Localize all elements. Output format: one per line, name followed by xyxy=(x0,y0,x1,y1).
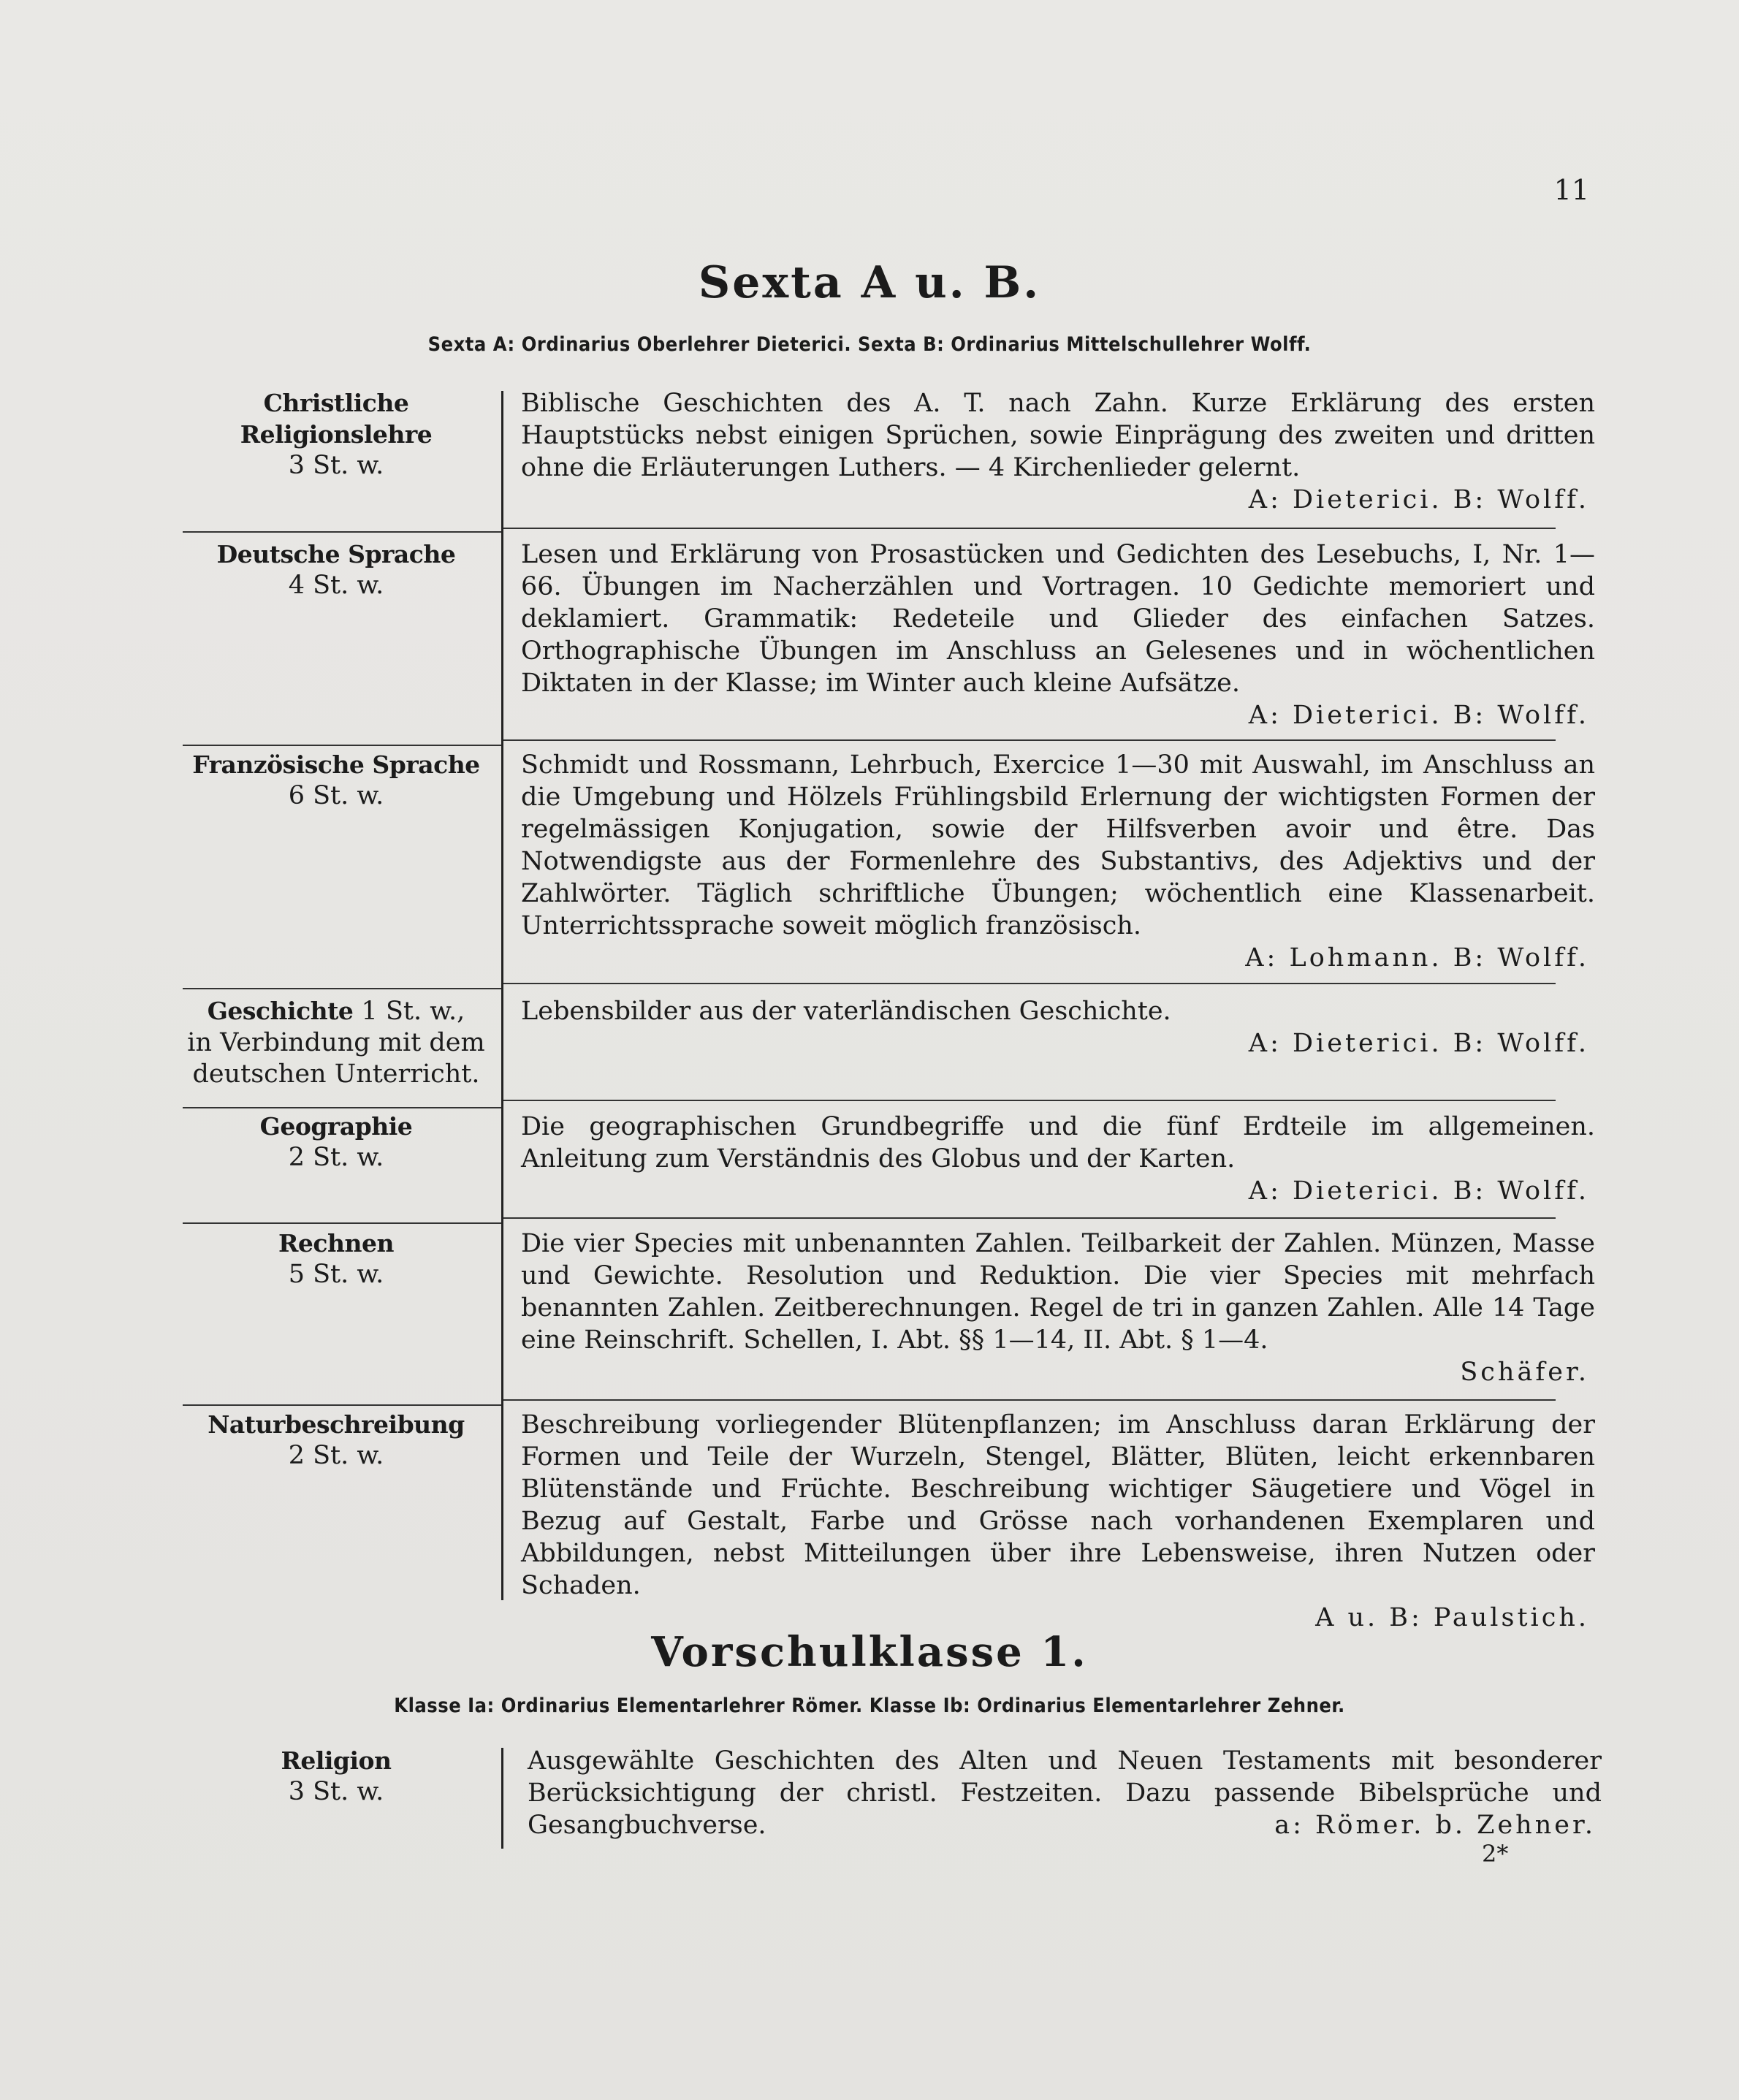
row-separator xyxy=(503,1100,1556,1101)
subject-teacher: A: Dieterici. B: Wolff. xyxy=(1248,485,1589,514)
subject-label xyxy=(175,995,497,1090)
subject-name: Rechnen xyxy=(278,1229,394,1258)
subject-text: Lebensbilder aus der vaterländischen Geschichte. xyxy=(521,997,1171,1026)
subject-content xyxy=(528,1745,1602,1841)
subject-name: Geographie xyxy=(259,1112,413,1141)
section-title: Vorschulklasse 1. xyxy=(651,1628,1088,1676)
subject-content xyxy=(521,387,1595,516)
row-separator xyxy=(183,531,501,533)
section-sexta xyxy=(0,257,1739,308)
subject-label xyxy=(175,1111,497,1173)
subject-content xyxy=(521,539,1595,731)
subject-hours: 2 St. w. xyxy=(288,1143,384,1172)
subject-teacher: Schäfer. xyxy=(1460,1358,1589,1387)
section-subtitle: Klasse Ia: Ordinarius Elementarlehrer Römer. Klasse Ib: Ordinarius Elementarlehrer Zehner. xyxy=(394,1694,1345,1717)
row-separator xyxy=(503,739,1556,741)
subject-hours: 2 St. w. xyxy=(288,1441,384,1470)
row-separator xyxy=(183,1107,501,1108)
subject-label xyxy=(175,1409,497,1472)
subject-text: Lesen und Erklärung von Prosastücken und Gedichten des Lesebuchs, I, Nr. 1—66. Übungen im Nacherzählen und Vortragen. 10 Gedichte memoriert und deklamiert. Grammatik: Redeteile und Glieder des einfachen Satzes. Orthographische Übungen im Anschluss an Gelesenes und in wöchentlichen Diktaten in der Klasse; im Winter auch kleine Aufsätze. xyxy=(521,540,1595,698)
table-divider xyxy=(501,1748,503,1849)
subject-label xyxy=(175,1228,497,1290)
row-separator xyxy=(183,745,501,746)
subject-name: Französische Sprache xyxy=(192,750,480,779)
section-title: Sexta A u. B. xyxy=(698,257,1041,308)
subject-hours: 3 St. w. xyxy=(288,1777,384,1806)
row-separator xyxy=(183,1222,501,1224)
section-sexta-subtitle-wrap xyxy=(0,333,1739,356)
section-subtitle: Sexta A: Ordinarius Oberlehrer Dieterici. Sexta B: Ordinarius Mittelschullehrer Wolff. xyxy=(427,333,1312,356)
subject-text: Die vier Species mit unbenannten Zahlen. Teilbarkeit der Zahlen. Münzen, Masse und Gewichte. Resolution und Reduktion. Die vier Species mit mehrfach benannten Zahlen. Zeitberechnungen. Regel de tri in ganzen Zahlen. Alle 14 Tage eine Reinschrift. Schellen, I. Abt. §§ 1—14, II. Abt. § 1—4. xyxy=(521,1229,1595,1355)
subject-content xyxy=(521,1409,1595,1634)
subject-name: Religion xyxy=(281,1746,392,1775)
subject-label xyxy=(175,749,497,812)
subject-hours: 3 St. w. xyxy=(288,451,384,480)
folio-signature: 2* xyxy=(1482,1840,1509,1868)
page-number: 11 xyxy=(1553,174,1589,206)
subject-teacher: A: Dieterici. B: Wolff. xyxy=(1248,701,1589,730)
subject-content xyxy=(521,1111,1595,1207)
subject-teacher: a: Römer. b. Zehner. xyxy=(1274,1811,1596,1840)
subject-hours: 1 St. w., xyxy=(361,997,465,1026)
subject-teacher: A: Lohmann. B: Wolff. xyxy=(1245,943,1589,973)
subject-teacher: A: Dieterici. B: Wolff. xyxy=(1248,1029,1589,1058)
subject-hours: 5 St. w. xyxy=(288,1260,384,1289)
subject-content xyxy=(521,749,1595,974)
row-separator xyxy=(503,528,1556,529)
subject-label xyxy=(175,539,497,601)
subject-teacher: A u. B: Paulstich. xyxy=(1315,1603,1589,1632)
subject-note: in Verbindung mit dem deutschen Unterricht. xyxy=(187,1028,485,1089)
subject-hours: 4 St. w. xyxy=(288,571,384,600)
row-separator xyxy=(503,983,1556,984)
row-separator xyxy=(183,1404,501,1406)
subject-text: Schmidt und Rossmann, Lehrbuch, Exercice 1—30 mit Auswahl, im Anschluss an die Umgebung und Hölzels Frühlingsbild Erlernung der wichtigsten Formen der regelmässigen Konjugation, sowie der Hilfsverben avoir und être. Das Notwendigste aus der Formenlehre des Substantivs, des Adjektivs und der Zahlwörter. Täglich schriftliche Übungen; wöchentlich eine Klassenarbeit. Unterrichtssprache soweit möglich französisch. xyxy=(521,750,1595,940)
row-separator xyxy=(503,1399,1556,1401)
subject-content xyxy=(521,995,1595,1059)
subject-text: Beschreibung vorliegender Blütenpflanzen; im Anschluss daran Erklärung der Formen und Teile der Wurzeln, Stengel, Blätter, Blüten, leicht erkennbaren Blütenstände und Früchte. Beschreibung wichtiger Säugetiere und Vögel in Bezug auf Gestalt, Farbe und Grösse nach vorhandenen Exemplaren und Abbildungen, nebst Mitteilungen über ihre Lebensweise, ihren Nutzen oder Schaden. xyxy=(521,1410,1595,1600)
subject-name: Deutsche Sprache xyxy=(216,540,456,568)
subject-label xyxy=(175,387,497,482)
subject-hours: 6 St. w. xyxy=(288,781,384,810)
subject-teacher: A: Dieterici. B: Wolff. xyxy=(1248,1176,1589,1206)
subject-name: Naturbeschreibung xyxy=(208,1410,465,1439)
section-vorschulklasse-subtitle-wrap xyxy=(0,1694,1739,1717)
row-separator xyxy=(183,988,501,989)
subject-name: Christliche Religionslehre xyxy=(240,389,433,449)
subject-text: Ausgewählte Geschichten des Alten und Neuen Testaments mit besonderer Berücksichtigung der christl. Festzeiten. Dazu passende Bibelsprüche und Gesangbuchverse. xyxy=(528,1746,1602,1840)
table-divider xyxy=(501,391,503,1600)
subject-content xyxy=(521,1228,1595,1388)
subject-text: Die geographischen Grundbegriffe und die fünf Erdteile im allgemeinen. Anleitung zum Verständnis des Globus und der Karten. xyxy=(521,1112,1595,1173)
section-vorschulklasse xyxy=(0,1628,1739,1676)
subject-name: Geschichte xyxy=(207,997,354,1025)
subject-label xyxy=(175,1745,497,1808)
subject-text: Biblische Geschichten des A. T. nach Zahn. Kurze Erklärung des ersten Hauptstücks nebst einigen Sprüchen, sowie Einprägung des zweiten und dritten ohne die Erläuterungen Luthers. — 4 Kirchenlieder gelernt. xyxy=(521,389,1595,482)
row-separator xyxy=(503,1217,1556,1219)
